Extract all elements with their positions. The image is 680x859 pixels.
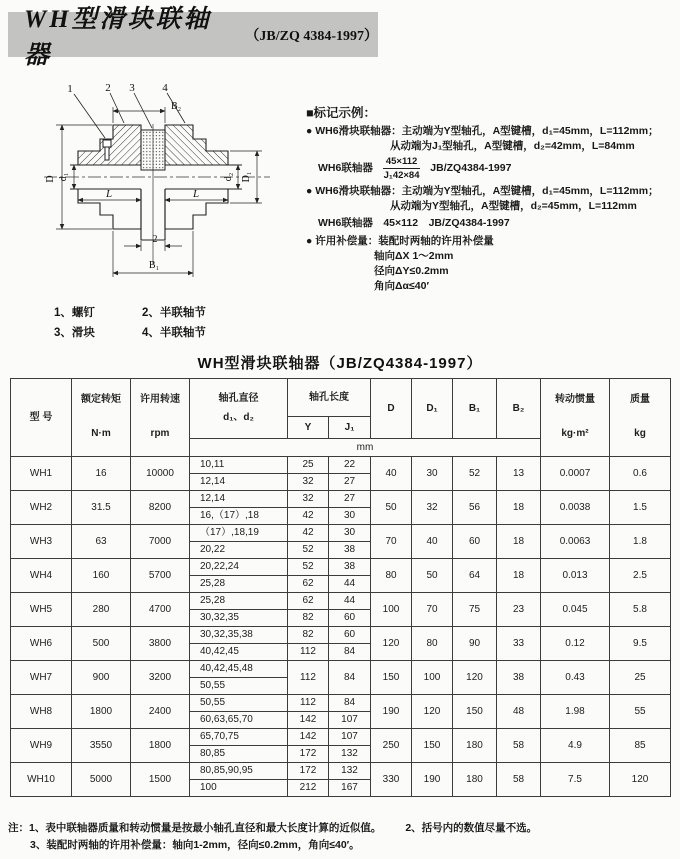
cell-model: WH2 <box>11 491 72 525</box>
cell-mass: 9.5 <box>610 627 671 661</box>
cell-speed: 8200 <box>131 491 190 525</box>
upper-content <box>8 80 672 340</box>
cell-torque: 5000 <box>72 763 131 797</box>
example1-line2: 从动端为J₁型轴孔，A型键槽，d₂=42mm，L=84mm <box>390 140 635 152</box>
cell-bore-dia: 80,85 <box>190 746 288 763</box>
table-title: WH型滑块联轴器（JB/ZQ4384-1997） <box>197 355 483 372</box>
cell-B1: 180 <box>453 729 497 763</box>
cell-length-j1: 107 <box>329 729 371 746</box>
cell-inertia: 0.0007 <box>541 457 610 491</box>
note-2: 2、括号内的数值尽量不选。 <box>405 822 538 834</box>
mass-label: 质量 <box>630 393 650 405</box>
cell-length-j1: 38 <box>329 559 371 576</box>
cell-D1: 70 <box>412 593 453 627</box>
callout-4: 4 <box>162 82 168 94</box>
col-header-len-y: Y <box>288 417 329 439</box>
legend-item-2: 2、半联轴节 <box>142 307 206 319</box>
cell-bore-dia: 60,63,65,70 <box>190 712 288 729</box>
fraction-numerator: 45×112 <box>383 156 420 169</box>
note-3: 3、装配时两轴的许用补偿量：轴向1-2mm，径向≤0.2mm，角向≤40′。 <box>30 839 360 851</box>
table-row <box>11 593 671 610</box>
cell-D: 50 <box>371 491 412 525</box>
dim-label-b2: B₂ <box>171 101 182 112</box>
cell-bore-dia: 25,28 <box>190 576 288 593</box>
cell-B2: 13 <box>497 457 541 491</box>
cell-length-y: 142 <box>288 729 329 746</box>
legend-item-3: 3、滑块 <box>54 327 95 339</box>
cell-mass: 120 <box>610 763 671 797</box>
cell-speed: 1500 <box>131 763 190 797</box>
cell-inertia: 0.0038 <box>541 491 610 525</box>
marking-examples <box>300 80 672 340</box>
cell-mass: 1.5 <box>610 491 671 525</box>
cell-length-j1: 30 <box>329 525 371 542</box>
col-header-B1: B₁ <box>453 379 497 439</box>
cell-bore-dia: 80,85,90,95 <box>190 763 288 780</box>
cell-length-y: 172 <box>288 746 329 763</box>
cell-length-j1: 44 <box>329 576 371 593</box>
cell-bore-dia: 10,11 <box>190 457 288 474</box>
example1-name: WH6联轴器 <box>318 162 373 174</box>
inertia-label: 转动惯量 <box>555 393 595 405</box>
cell-mass: 1.8 <box>610 525 671 559</box>
cell-D: 120 <box>371 627 412 661</box>
cell-length-y: 32 <box>288 491 329 508</box>
cell-bore-dia: 40,42,45,48 <box>190 661 288 678</box>
cell-length-j1: 30 <box>329 508 371 525</box>
cell-B1: 150 <box>453 695 497 729</box>
cell-D: 40 <box>371 457 412 491</box>
col-header-mass <box>610 379 671 457</box>
cell-bore-dia: 40,42,45 <box>190 644 288 661</box>
cell-D: 330 <box>371 763 412 797</box>
example1-designation <box>306 156 672 181</box>
cell-B1: 60 <box>453 525 497 559</box>
col-header-torque <box>72 379 131 457</box>
cell-model: WH1 <box>11 457 72 491</box>
cell-torque: 16 <box>72 457 131 491</box>
cell-B2: 58 <box>497 729 541 763</box>
col-header-bore-dia <box>190 379 288 439</box>
cell-model: WH5 <box>11 593 72 627</box>
cell-length-y: 172 <box>288 763 329 780</box>
cell-bore-dia: （17）,18,19 <box>190 525 288 542</box>
dim-label-d2: d₂ <box>223 172 234 182</box>
cell-inertia: 4.9 <box>541 729 610 763</box>
cell-D1: 100 <box>412 661 453 695</box>
mass-unit: kg <box>634 428 646 439</box>
note-line-1 <box>8 820 676 837</box>
example2-line2: 从动端为Y型轴孔，A型键槽，d₂=45mm，L=112mm <box>390 200 637 212</box>
dim-label-l-left: L <box>105 188 113 200</box>
dim-label-b1: B₁ <box>148 260 160 271</box>
cell-model: WH10 <box>11 763 72 797</box>
right-hub-section <box>165 125 228 165</box>
cell-length-j1: 44 <box>329 593 371 610</box>
cell-mass: 2.5 <box>610 559 671 593</box>
cell-D1: 120 <box>412 695 453 729</box>
cell-speed: 7000 <box>131 525 190 559</box>
cell-B1: 52 <box>453 457 497 491</box>
table-row <box>11 729 671 746</box>
cell-bore-dia: 20,22,24 <box>190 559 288 576</box>
cell-B1: 120 <box>453 661 497 695</box>
bore-dia-sub: d₁、d₂ <box>223 412 254 423</box>
page-standard-code: （JB/ZQ 4384-1997） <box>245 28 378 44</box>
cell-B2: 33 <box>497 627 541 661</box>
cell-length-j1: 60 <box>329 610 371 627</box>
cell-speed: 3800 <box>131 627 190 661</box>
cell-D1: 150 <box>412 729 453 763</box>
page-title: WH型滑块联轴器 <box>24 5 212 69</box>
cell-torque: 63 <box>72 525 131 559</box>
cell-torque: 280 <box>72 593 131 627</box>
legend-item-1: 1、螺钉 <box>54 307 95 319</box>
drawing-legend <box>54 304 300 340</box>
cell-D: 190 <box>371 695 412 729</box>
cell-torque: 160 <box>72 559 131 593</box>
cell-model: WH4 <box>11 559 72 593</box>
table-row <box>11 559 671 576</box>
cell-length-j1: 84 <box>329 661 371 695</box>
cell-B1: 75 <box>453 593 497 627</box>
cell-length-j1: 38 <box>329 542 371 559</box>
table-row <box>11 661 671 678</box>
col-header-D: D <box>371 379 412 439</box>
cell-D1: 32 <box>412 491 453 525</box>
cell-torque: 3550 <box>72 729 131 763</box>
cell-torque: 1800 <box>72 695 131 729</box>
dim-b2-lines <box>113 107 165 123</box>
cell-length-j1: 132 <box>329 746 371 763</box>
dim-label-gap: 2 <box>152 234 158 245</box>
cell-D: 150 <box>371 661 412 695</box>
cell-D1: 40 <box>412 525 453 559</box>
torque-unit: N·m <box>91 428 111 439</box>
cell-inertia: 0.0063 <box>541 525 610 559</box>
cell-mass: 85 <box>610 729 671 763</box>
cell-D1: 30 <box>412 457 453 491</box>
cell-B2: 58 <box>497 763 541 797</box>
col-header-D1: D₁ <box>412 379 453 439</box>
marking-heading: ■标记示例： <box>306 106 377 120</box>
cell-length-y: 62 <box>288 593 329 610</box>
cell-length-y: 25 <box>288 457 329 474</box>
col-header-speed <box>131 379 190 457</box>
page-title-bar <box>8 5 378 69</box>
cell-model: WH6 <box>11 627 72 661</box>
slider-block <box>141 130 165 170</box>
cell-torque: 500 <box>72 627 131 661</box>
cell-model: WH3 <box>11 525 72 559</box>
cell-length-y: 112 <box>288 661 329 695</box>
cell-speed: 2400 <box>131 695 190 729</box>
cell-length-j1: 84 <box>329 695 371 712</box>
cell-length-y: 112 <box>288 644 329 661</box>
callout-1: 1 <box>67 83 73 95</box>
compensation-angular: 角向Δα≤40′ <box>374 280 429 292</box>
cell-inertia: 0.12 <box>541 627 610 661</box>
col-header-model: 型 号 <box>11 379 72 457</box>
cell-model: WH9 <box>11 729 72 763</box>
cell-length-j1: 107 <box>329 712 371 729</box>
cell-bore-dia: 20,22 <box>190 542 288 559</box>
dim-label-d1: d₁ <box>58 172 69 182</box>
compensation-heading: ● 许用补偿量：装配时两轴的许用补偿量 <box>306 235 494 247</box>
cell-B2: 18 <box>497 559 541 593</box>
speed-unit: rpm <box>150 428 170 439</box>
cell-D: 80 <box>371 559 412 593</box>
cell-length-y: 142 <box>288 712 329 729</box>
cell-length-j1: 27 <box>329 491 371 508</box>
cell-mass: 0.6 <box>610 457 671 491</box>
cell-length-j1: 27 <box>329 474 371 491</box>
cell-inertia: 0.013 <box>541 559 610 593</box>
fraction-denominator: J₁42×84 <box>383 170 420 181</box>
example2-designation: WH6联轴器 45×112 JB/ZQ4384-1997 <box>318 217 510 229</box>
col-header-bore-length: 轴孔长度 <box>288 379 371 417</box>
cell-B2: 23 <box>497 593 541 627</box>
screw-shaft <box>105 147 109 160</box>
cell-bore-dia: 65,70,75 <box>190 729 288 746</box>
cell-B2: 48 <box>497 695 541 729</box>
cell-length-j1: 22 <box>329 457 371 474</box>
cell-B2: 18 <box>497 491 541 525</box>
cell-bore-dia: 12,14 <box>190 491 288 508</box>
cell-D1: 190 <box>412 763 453 797</box>
cell-bore-dia: 30,32,35,38 <box>190 627 288 644</box>
cell-inertia: 1.98 <box>541 695 610 729</box>
cell-B2: 18 <box>497 525 541 559</box>
cell-D: 100 <box>371 593 412 627</box>
cell-speed: 10000 <box>131 457 190 491</box>
cell-D: 70 <box>371 525 412 559</box>
col-header-inertia <box>541 379 610 457</box>
cell-length-y: 82 <box>288 610 329 627</box>
cell-model: WH8 <box>11 695 72 729</box>
cell-inertia: 0.43 <box>541 661 610 695</box>
cell-torque: 900 <box>72 661 131 695</box>
cell-length-y: 62 <box>288 576 329 593</box>
cell-length-j1: 132 <box>329 763 371 780</box>
cell-length-y: 42 <box>288 525 329 542</box>
cell-B1: 180 <box>453 763 497 797</box>
table-row <box>11 695 671 712</box>
cell-bore-dia: 12,14 <box>190 474 288 491</box>
cell-length-y: 212 <box>288 780 329 797</box>
cell-bore-dia: 16,（17）,18 <box>190 508 288 525</box>
coupling-section-drawing <box>8 80 300 298</box>
note-1: 注：1、表中联轴器质量和转动惯量是按最小轴孔直径和最大长度计算的近似值。 <box>8 822 382 834</box>
table-row <box>11 627 671 644</box>
dim-label-d: D <box>45 175 56 183</box>
cell-length-y: 52 <box>288 542 329 559</box>
cell-speed: 1800 <box>131 729 190 763</box>
table-row <box>11 491 671 508</box>
bore-dia-label: 轴孔直径 <box>218 392 259 404</box>
callout-3: 3 <box>129 82 135 94</box>
cell-length-y: 112 <box>288 695 329 712</box>
cell-bore-dia: 25,28 <box>190 593 288 610</box>
cell-bore-dia: 50,55 <box>190 678 288 695</box>
compensation-radial: 径向ΔY≤0.2mm <box>374 265 449 277</box>
dim-label-d1-outer: D₁ <box>241 171 252 183</box>
callout-2: 2 <box>105 82 111 94</box>
example2-line1: ● WH6滑块联轴器：主动端为Y型轴孔，A型键槽，d₁=45mm，L=112mm； <box>306 185 659 197</box>
dim-label-l-right: L <box>192 188 200 200</box>
inertia-unit: kg·m² <box>561 428 589 439</box>
spec-table <box>10 378 671 797</box>
cell-B1: 90 <box>453 627 497 661</box>
cell-length-y: 32 <box>288 474 329 491</box>
table-row <box>11 525 671 542</box>
cell-torque: 31.5 <box>72 491 131 525</box>
cell-inertia: 0.045 <box>541 593 610 627</box>
legend-item-4: 4、半联轴节 <box>142 327 206 339</box>
col-header-len-j1: J₁ <box>329 417 371 439</box>
cell-D1: 50 <box>412 559 453 593</box>
cell-B2: 38 <box>497 661 541 695</box>
cell-mass: 5.8 <box>610 593 671 627</box>
cell-bore-dia: 100 <box>190 780 288 797</box>
table-row <box>11 763 671 780</box>
cell-speed: 5700 <box>131 559 190 593</box>
cell-inertia: 7.5 <box>541 763 610 797</box>
cell-length-j1: 167 <box>329 780 371 797</box>
cell-D1: 80 <box>412 627 453 661</box>
speed-label: 许用转速 <box>140 393 180 405</box>
compensation-axial: 轴向ΔX 1～2mm <box>374 250 454 262</box>
cell-speed: 4700 <box>131 593 190 627</box>
cell-bore-dia: 30,32,35 <box>190 610 288 627</box>
cell-length-j1: 84 <box>329 644 371 661</box>
col-header-B2: B₂ <box>497 379 541 439</box>
cell-mass: 25 <box>610 661 671 695</box>
cell-mass: 55 <box>610 695 671 729</box>
cell-model: WH7 <box>11 661 72 695</box>
unit-row-mm: mm <box>190 439 541 457</box>
screw <box>103 140 111 147</box>
example1-line1: ● WH6滑块联轴器：主动端为Y型轴孔，A型键槽，d₁=45mm，L=112mm； <box>306 125 659 137</box>
cell-bore-dia: 50,55 <box>190 695 288 712</box>
torque-label: 额定转矩 <box>81 393 121 405</box>
cell-length-y: 42 <box>288 508 329 525</box>
cell-length-j1: 60 <box>329 627 371 644</box>
cell-speed: 3200 <box>131 661 190 695</box>
cell-B1: 56 <box>453 491 497 525</box>
table-row <box>11 457 671 474</box>
footer-notes <box>8 820 676 854</box>
example1-standard: JB/ZQ4384-1997 <box>430 162 512 174</box>
cell-length-y: 52 <box>288 559 329 576</box>
cell-B1: 64 <box>453 559 497 593</box>
example1-fraction <box>383 156 420 181</box>
cell-D: 250 <box>371 729 412 763</box>
cell-length-y: 82 <box>288 627 329 644</box>
technical-drawing <box>8 80 300 340</box>
